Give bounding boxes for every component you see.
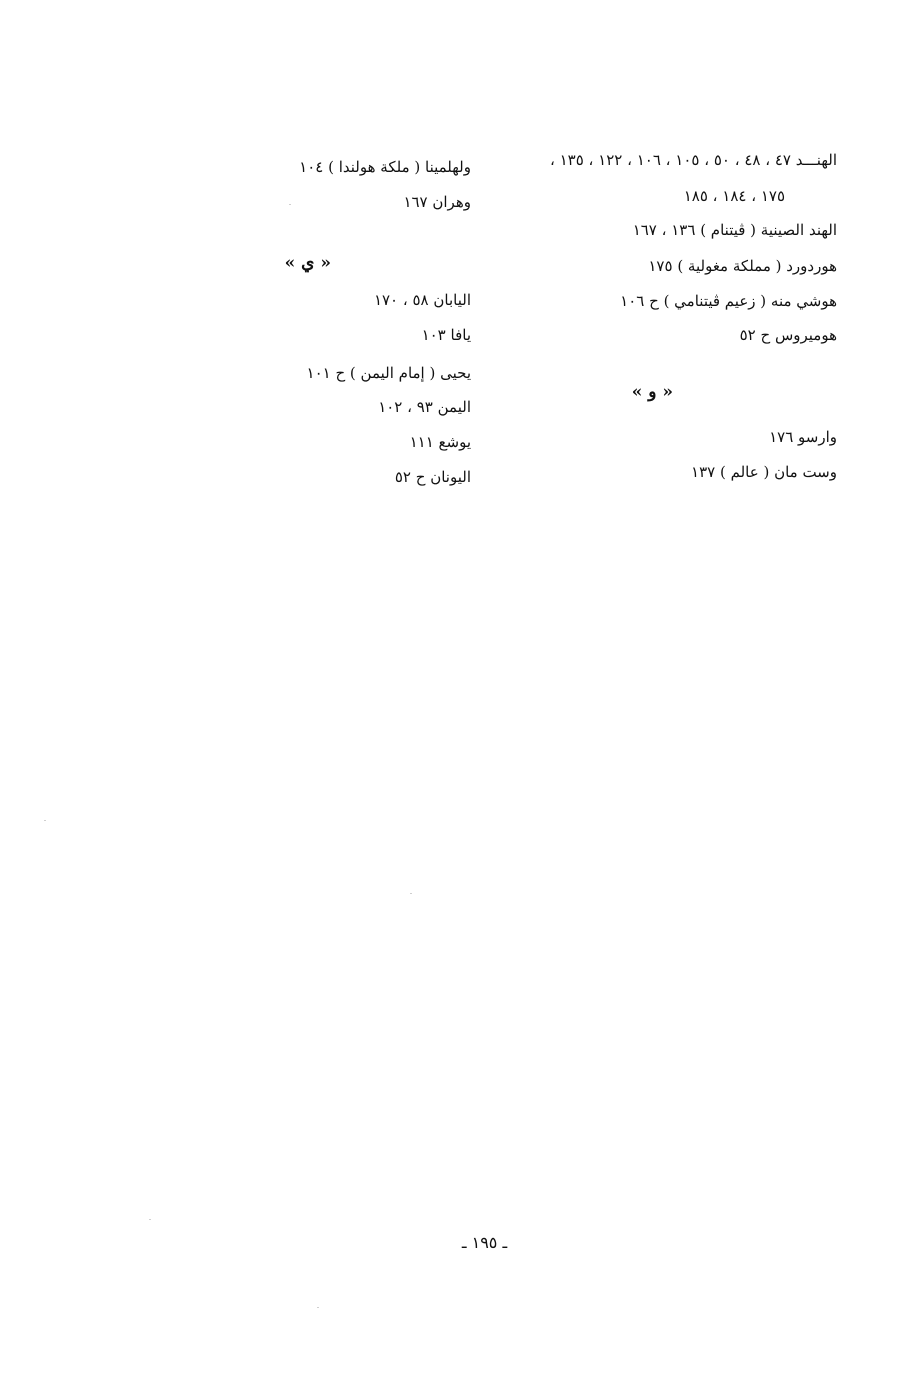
scan-speck bbox=[149, 1219, 151, 1220]
index-entry: هوردورد ( مملكة مغولية ) ١٧٥ bbox=[648, 257, 837, 275]
page-number: ـ ١٩٥ ـ bbox=[461, 1233, 508, 1252]
index-entry: اليونان ح ٥٢ bbox=[394, 468, 471, 486]
index-entry: يحيى ( إمام اليمن ) ح ١٠١ bbox=[306, 364, 471, 382]
index-entry: هوشي منه ( زعيم ڤيتنامي ) ح ١٠٦ bbox=[620, 292, 837, 310]
index-entry: هوميروس ح ٥٢ bbox=[739, 326, 837, 344]
index-entry: اليمن ٩٣ ، ١٠٢ bbox=[378, 398, 471, 416]
index-entry: اليابان ٥٨ ، ١٧٠ bbox=[373, 291, 471, 309]
index-entry-continuation: ١٧٥ ، ١٨٤ ، ١٨٥ bbox=[683, 187, 785, 205]
index-entry: وست مان ( عالم ) ١٣٧ bbox=[691, 463, 837, 481]
index-entry: وهران ١٦٧ bbox=[403, 193, 471, 211]
scan-speck bbox=[44, 820, 46, 821]
index-entry: يافا ١٠٣ bbox=[421, 326, 471, 344]
index-entry: الهنـــد ٤٧ ، ٤٨ ، ٥٠ ، ١٠٥ ، ١٠٦ ، ١٢٢ ، ١٣٥ ، bbox=[549, 151, 837, 169]
scan-speck bbox=[410, 893, 412, 894]
index-entry: الهند الصينية ( ڤيتنام ) ١٣٦ ، ١٦٧ bbox=[632, 221, 837, 239]
index-entry: يوشع ١١١ bbox=[409, 433, 471, 451]
section-header-ya: « ي » bbox=[284, 253, 331, 273]
section-header-waw: « و » bbox=[631, 382, 673, 402]
scan-speck bbox=[317, 1307, 319, 1308]
index-entry: وارسو ١٧٦ bbox=[769, 428, 837, 446]
index-entry: ولهلمينا ( ملكة هولندا ) ١٠٤ bbox=[299, 158, 471, 176]
scan-speck bbox=[289, 204, 291, 205]
